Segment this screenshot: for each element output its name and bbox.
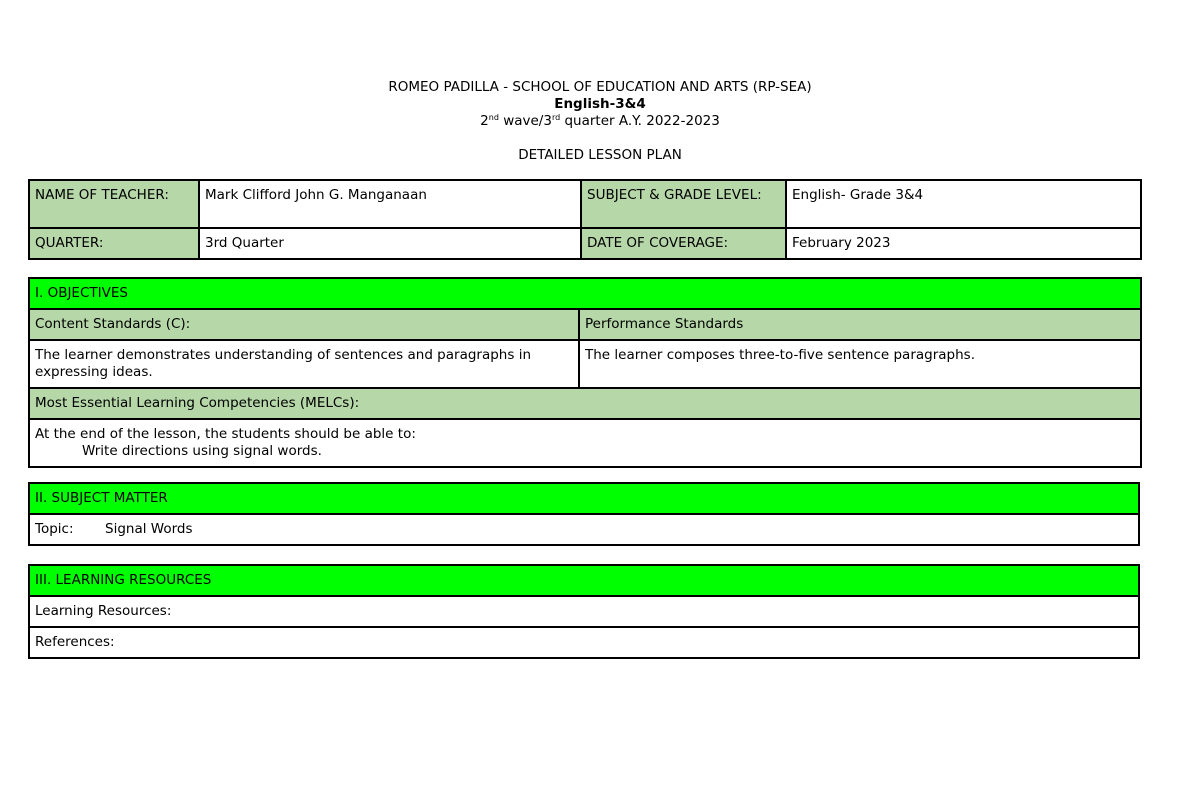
academic-year-text: quarter A.Y. 2022-2023 [560,113,720,129]
teacher-value: Mark Clifford John G. Manganaan [199,180,581,228]
header-spacer [0,130,1200,147]
objectives-title: I. OBJECTIVES [29,278,1141,309]
quarter-line [0,113,1200,130]
melc-item: Write directions using signal words. [82,443,322,459]
date-coverage-label: DATE OF COVERAGE: [581,228,786,259]
melc-label: Most Essential Learning Competencies (MELCs): [29,388,1141,419]
quarter-suffix: rd [551,113,561,122]
topic-cell [29,514,1139,545]
subject-grade-label: SUBJECT & GRADE LEVEL: [581,180,786,228]
document-header [0,79,1200,164]
subject-grade-value: English- Grade 3&4 [786,180,1141,228]
wave-number: 2 [480,113,489,129]
standards-body-row [29,340,1141,388]
quarter-info-row [29,228,1141,259]
learning-resources-title: III. LEARNING RESOURCES [29,565,1139,596]
references-row [29,627,1139,658]
document-title: DETAILED LESSON PLAN [518,147,682,163]
objectives-title-row [29,278,1141,309]
melc-body [29,419,1141,467]
subject-matter-title: II. SUBJECT MATTER [29,483,1139,514]
standards-header-row [29,309,1141,340]
learning-resources-table [28,564,1140,659]
quarter-label: QUARTER: [29,228,199,259]
topic-label: Topic: [35,521,74,537]
performance-standards-text: The learner composes three-to-five sentence paragraphs. [579,340,1141,388]
date-coverage-value: February 2023 [786,228,1141,259]
quarter-value: 3rd Quarter [199,228,581,259]
melc-body-row [29,419,1141,467]
wave-suffix: nd [488,113,499,122]
school-name: ROMEO PADILLA - SCHOOL OF EDUCATION AND ARTS (RP-SEA) [388,79,812,95]
content-standards-text: The learner demonstrates understanding of sentences and paragraphs in expressing ideas. [29,340,579,388]
subject-matter-title-row [29,483,1139,514]
objectives-table [28,277,1142,468]
learning-resources-title-row [29,565,1139,596]
topic-row [29,514,1139,545]
subject-heading: English-3&4 [554,96,646,112]
topic-value: Signal Words [105,521,193,537]
melc-header-row [29,388,1141,419]
learning-resources-row [29,596,1139,627]
wave-text: wave/3 [498,113,552,129]
references-label: References: [29,627,1139,658]
teacher-label: NAME OF TEACHER: [29,180,199,228]
subject-matter-table [28,482,1140,546]
performance-standards-label: Performance Standards [579,309,1141,340]
teacher-info-row [29,180,1141,228]
learning-resources-label: Learning Resources: [29,596,1139,627]
teacher-info-table [28,179,1142,260]
content-standards-label: Content Standards (C): [29,309,579,340]
melc-intro: At the end of the lesson, the students should be able to: [35,426,416,442]
